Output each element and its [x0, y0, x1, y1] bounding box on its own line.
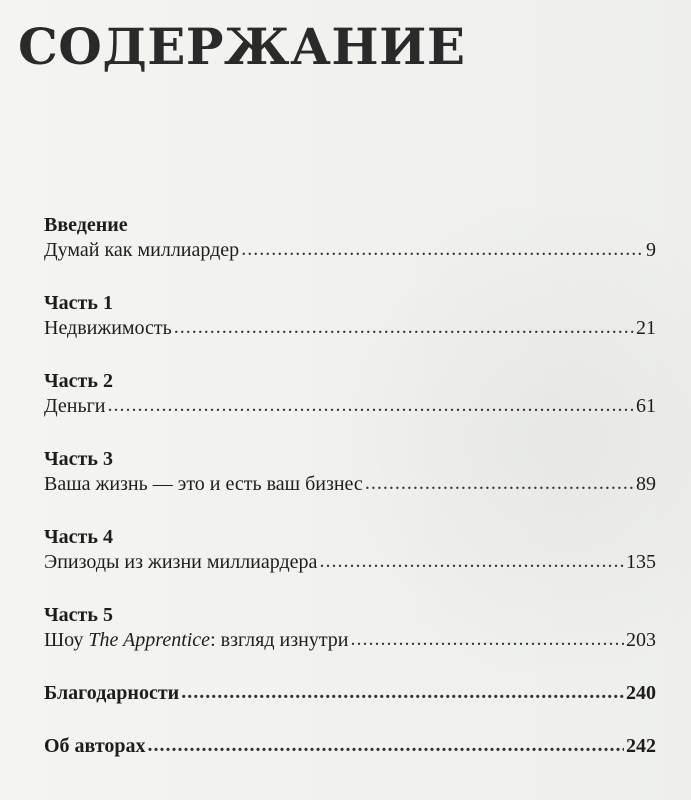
dot-leader — [108, 393, 635, 418]
toc-section-label: Введение — [44, 214, 128, 236]
toc-entry-title: Благодарности — [44, 682, 180, 704]
page-title: СОДЕРЖАНИЕ — [18, 17, 466, 76]
toc-page-number: 240 — [626, 682, 656, 704]
toc-entry-part-5 — [44, 628, 656, 653]
toc-entry-part-4 — [44, 550, 656, 575]
toc-page-number: 135 — [626, 551, 656, 573]
table-of-contents — [44, 213, 656, 787]
toc-section-intro — [44, 213, 656, 263]
dot-leader — [174, 315, 634, 340]
toc-section-label: Часть 3 — [44, 448, 113, 470]
toc-section-label: Часть 4 — [44, 526, 113, 548]
dot-leader — [181, 680, 624, 705]
toc-entry-title: Ваша жизнь — это и есть ваш бизнес — [44, 473, 363, 495]
toc-entry-authors — [44, 734, 656, 759]
toc-section-label: Часть 1 — [44, 292, 113, 314]
toc-page-number: 61 — [636, 395, 656, 417]
toc-entry-intro — [44, 238, 656, 263]
toc-page-number: 9 — [646, 239, 656, 261]
toc-section-label: Часть 2 — [44, 370, 113, 392]
toc-page-number: 21 — [636, 317, 656, 339]
toc-section-part-1 — [44, 291, 656, 341]
toc-entry-title: Об авторах — [44, 735, 146, 757]
toc-entry-part-2 — [44, 394, 656, 419]
toc-entry-part-1 — [44, 316, 656, 341]
toc-entry-prefix: Шоу — [44, 629, 89, 651]
dot-leader — [351, 627, 625, 652]
toc-entry-title: Думай как миллиардер — [44, 239, 240, 261]
toc-entry-part-3 — [44, 472, 656, 497]
dot-leader — [148, 733, 624, 758]
dot-leader — [365, 471, 634, 496]
toc-page-number: 242 — [626, 735, 656, 757]
toc-page-number: 89 — [636, 473, 656, 495]
toc-entry-acknowledgements — [44, 681, 656, 706]
toc-entry-suffix: : взгляд изнутри — [210, 629, 349, 651]
dot-leader — [241, 237, 644, 262]
toc-entry-title: Эпизоды из жизни миллиардера — [44, 551, 318, 573]
show-title: The Apprentice — [88, 629, 211, 651]
toc-entry-title — [44, 628, 351, 653]
toc-section-label: Часть 5 — [44, 604, 113, 626]
toc-entry-title: Деньги — [44, 395, 106, 417]
toc-section-acknowledgements — [44, 681, 656, 706]
toc-entry-title: Недвижимость — [44, 317, 172, 339]
toc-page-number: 203 — [626, 629, 656, 651]
toc-section-part-5 — [44, 603, 656, 653]
toc-section-part-3 — [44, 447, 656, 497]
dot-leader — [319, 549, 624, 574]
toc-section-authors — [44, 734, 656, 759]
toc-section-part-4 — [44, 525, 656, 575]
toc-section-part-2 — [44, 369, 656, 419]
